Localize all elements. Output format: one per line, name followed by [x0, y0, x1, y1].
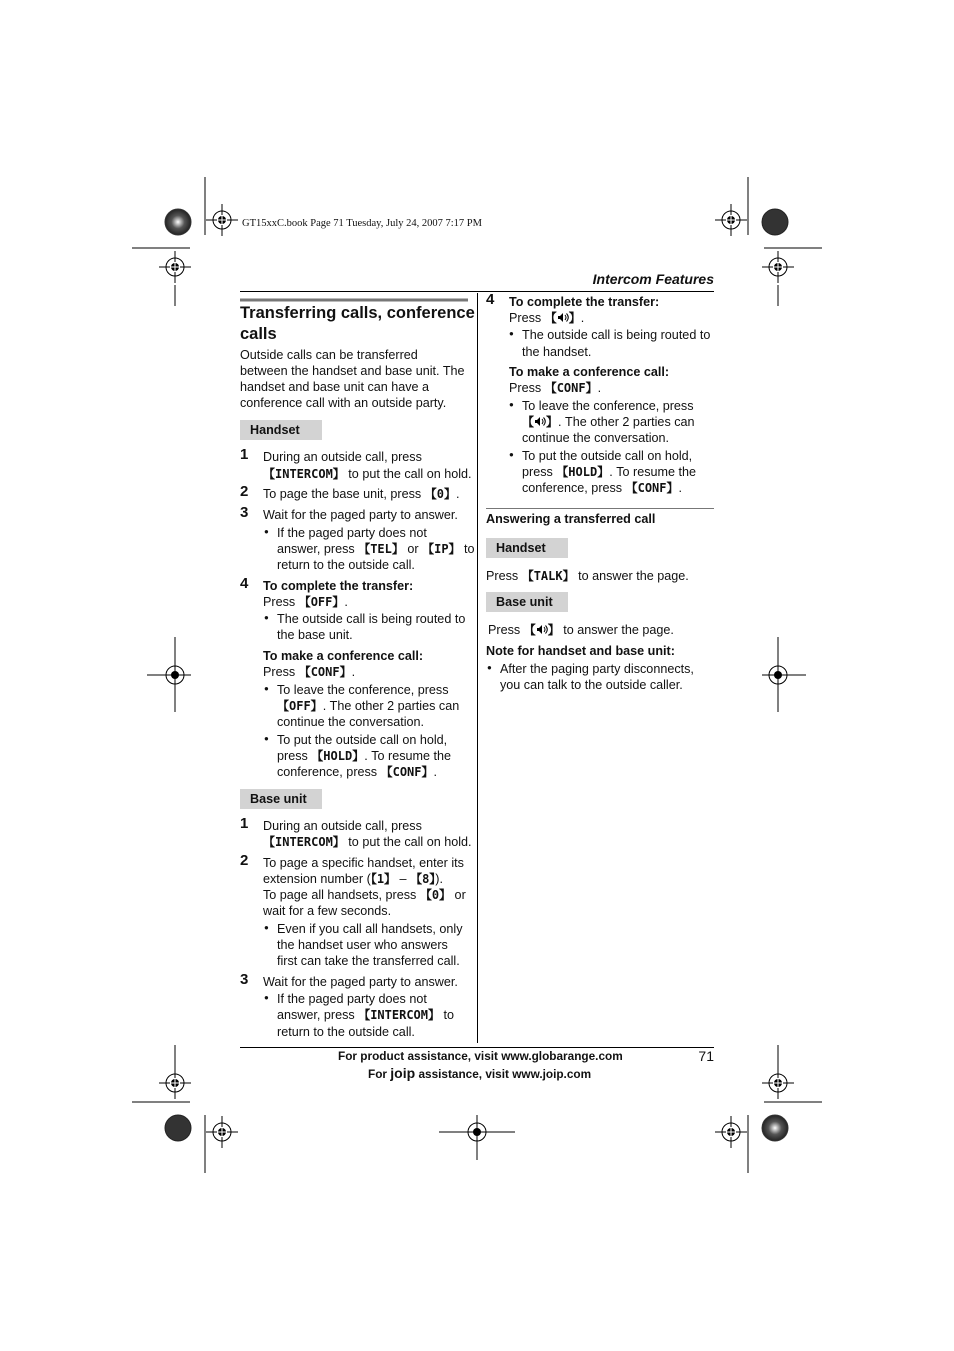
registration-mark-icon [206, 204, 238, 236]
note-text: you can talk to the outside caller. [500, 678, 683, 692]
bullet-text: press 【HOLD】. To resume the [277, 749, 451, 763]
bullet-text: ● If the paged party does not [277, 991, 427, 1007]
step-number: 3 [240, 504, 249, 521]
note-text: ● After the paging party disconnects, [500, 661, 694, 677]
bullet-text: return to the outside call. [277, 558, 415, 572]
intro-line: Outside calls can be transferred [240, 348, 418, 362]
speakerphone-key: 【 】 [544, 311, 581, 325]
bullet-text: ● To put the outside call on hold, [522, 448, 692, 464]
handset-tag: Handset [240, 420, 322, 440]
section-title-line2: calls [240, 325, 277, 343]
step-text: Wait for the paged party to answer. [263, 508, 458, 522]
bullet-text: ● Even if you call all handsets, only [277, 921, 463, 937]
step-number: 3 [240, 971, 249, 988]
intro-line: conference call with an outside party. [240, 396, 447, 410]
step-number: 4 [486, 291, 495, 308]
bullet-text: conference, press 【CONF】. [277, 765, 438, 779]
subsection-title: To make a conference call: [263, 649, 424, 663]
footer-line2: For joip assistance, visit www.joip.com [368, 1065, 592, 1081]
subsection-title: To make a conference call: [509, 365, 670, 379]
step-text: During an outside call, press [263, 819, 422, 833]
bullet-text: conference, press 【CONF】. [522, 481, 683, 495]
note-title: Note for handset and base unit: [486, 644, 675, 658]
key-intercom: 【INTERCOM】 [263, 467, 345, 481]
step-text: To page all handsets, press 【0】 or [263, 888, 466, 902]
bullet-text: ● To leave the conference, press [277, 682, 449, 698]
bullet-text: the handset user who answers [277, 938, 448, 952]
page-number: 71 [698, 1048, 714, 1064]
step-text: extension number (【1】 – 【8】). [263, 872, 443, 886]
bullet-text: the base unit. [277, 628, 353, 642]
bullet-text: ● To leave the conference, press [522, 398, 694, 414]
step-text: To page a specific handset, enter its [263, 856, 464, 870]
step-number: 4 [240, 575, 249, 592]
step-number: 2 [240, 483, 249, 500]
bullet-text: return to the outside call. [277, 1025, 415, 1039]
running-header: Intercom Features [592, 271, 714, 287]
step-title: To complete the transfer: [263, 579, 414, 593]
bullet-text: ● To put the outside call on hold, [277, 732, 447, 748]
handset-tag: Handset [486, 538, 568, 558]
base-unit-tag: Base unit [486, 592, 568, 612]
bullet-text: 【OFF】. The other 2 parties can [277, 699, 460, 713]
bullet-text: the handset. [522, 345, 592, 359]
key-0: 【0】 [424, 487, 456, 501]
joip-brand: joip [390, 1065, 416, 1081]
color-target-icon [762, 209, 788, 235]
bullet-text: press 【HOLD】. To resume the [522, 465, 696, 479]
step-text: 【INTERCOM】 to put the call on hold. [263, 467, 472, 481]
bullet-text: answer, press 【INTERCOM】 to [277, 1008, 455, 1022]
footer-line1: For product assistance, visit www.globarange.com [338, 1049, 623, 1063]
speakerphone-icon [536, 624, 548, 635]
subsection-title: Answering a transferred call [486, 512, 656, 526]
step-text: Press 【CONF】. [509, 381, 602, 395]
bullet-text: ● The outside call is being routed to [277, 611, 465, 627]
step-text: Press 【OFF】. [263, 595, 348, 609]
intro-line: handset and base unit can have a [240, 380, 430, 394]
step-number: 1 [240, 446, 249, 463]
step-text: Press 【TALK】 to answer the page. [486, 569, 689, 583]
speakerphone-key: 【 】 [523, 623, 560, 637]
base-unit-tag: Base unit [240, 789, 322, 809]
step-text: 【INTERCOM】 to put the call on hold. [263, 835, 472, 849]
color-target-icon [165, 209, 191, 235]
step-text: Press 【CONF】. [263, 665, 356, 679]
speakerphone-icon [534, 416, 546, 427]
step-text: Press 【 】 to answer the page. [488, 623, 674, 637]
step-title: To complete the transfer: [509, 295, 660, 309]
speakerphone-icon [557, 312, 569, 323]
bullet-text: ● If the paged party does not [277, 525, 427, 541]
step-number: 1 [240, 815, 249, 832]
bullet-text: continue the conversation. [277, 715, 425, 729]
step-text: Press 【 】. [509, 311, 585, 325]
step-text: Wait for the paged party to answer. [263, 975, 458, 989]
speakerphone-key: 【 】 [522, 415, 559, 429]
step-text: To page the base unit, press 【0】. [263, 487, 460, 501]
step-number: 2 [240, 852, 249, 869]
step-text: During an outside call, press [263, 450, 422, 464]
print-imprint: GT15xxC.book Page 71 Tuesday, July 24, 2007 7:17 PM [242, 218, 482, 229]
intro-line: between the handset and base unit. The [240, 364, 465, 378]
bullet-text: first can take the transferred call. [277, 954, 460, 968]
bullet-text: answer, press 【TEL】 or 【IP】 to [277, 542, 475, 556]
bullet-text: 【 】. The other 2 parties can [522, 415, 695, 429]
bullet-text: continue the conversation. [522, 431, 670, 445]
bullet-text: ● The outside call is being routed to [522, 327, 710, 343]
step-text: wait for a few seconds. [263, 904, 392, 918]
section-title-line1: Transferring calls, conference [240, 304, 475, 322]
